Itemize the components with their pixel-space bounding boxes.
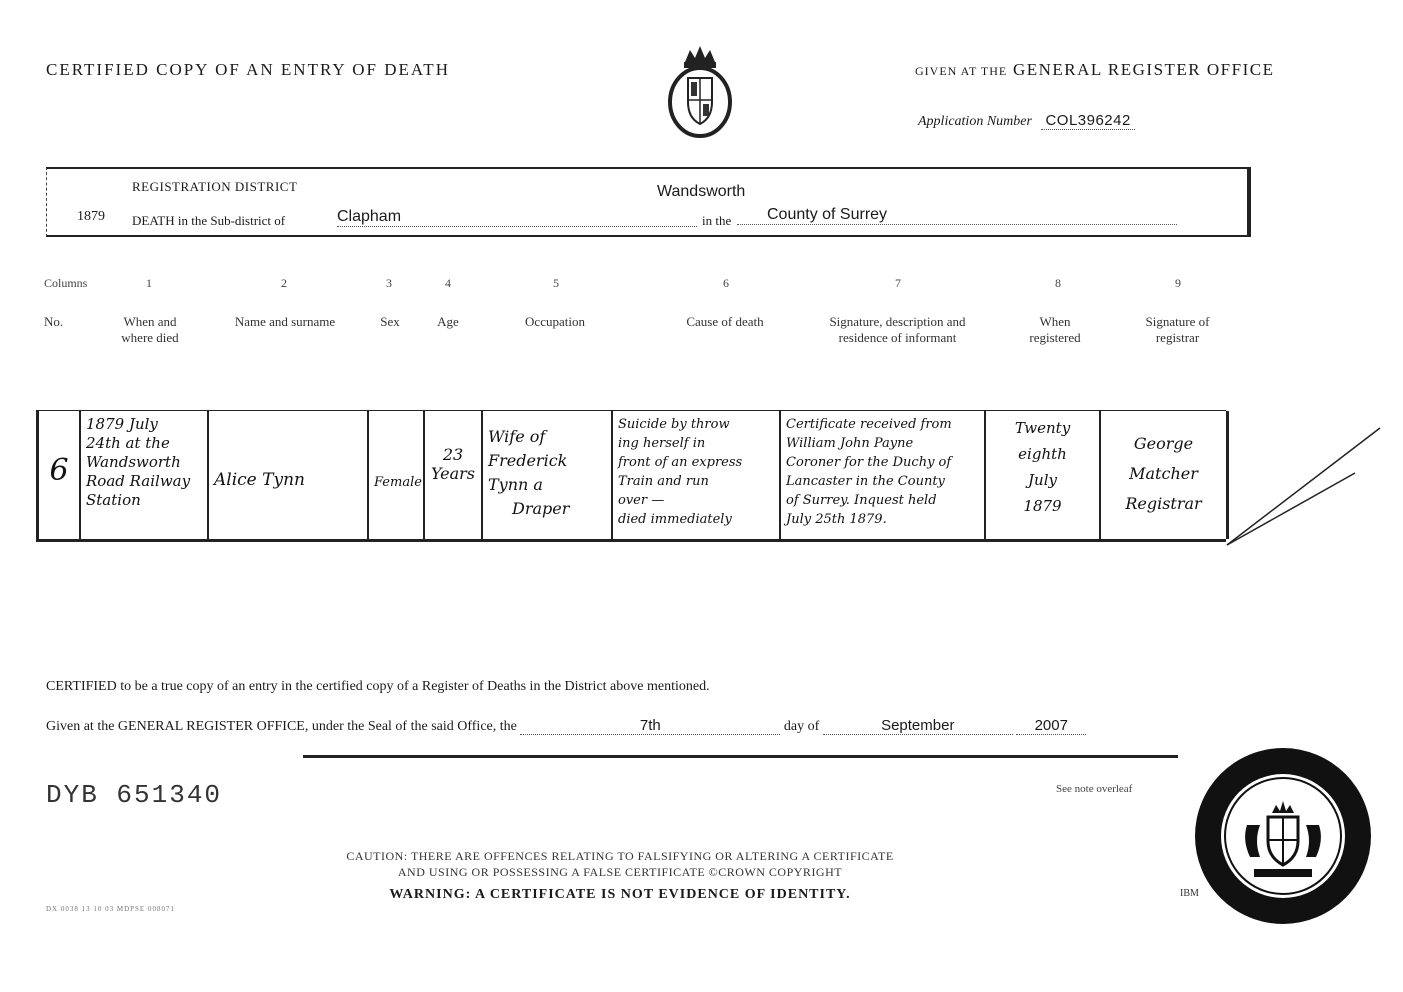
column-heading xyxy=(100,314,200,346)
subdistrict: Clapham xyxy=(337,208,697,227)
column-heading: Age xyxy=(437,314,459,329)
entry-line: Road Railway xyxy=(86,472,191,490)
column-heading: Cause of death xyxy=(686,314,764,329)
certificate-serial: DYB 651340 xyxy=(46,780,223,810)
entry-line: ing herself in xyxy=(618,436,706,451)
certification-statement: CERTIFIED to be a true copy of an entry in the certified copy of a Register of Deaths in the District above mentioned. xyxy=(46,679,710,694)
office-name: GENERAL REGISTER OFFICE xyxy=(1012,60,1275,79)
entry-line: 1879 xyxy=(1023,497,1062,515)
caution-notice xyxy=(250,848,990,880)
when-registered-cell xyxy=(986,411,1101,539)
entry-line: Certificate received from xyxy=(786,417,952,432)
registration-district: Wandsworth xyxy=(657,183,746,200)
entry-line: July xyxy=(1028,471,1057,489)
entry-line: Coroner for the Duchy of xyxy=(786,455,952,470)
occupation-cell xyxy=(483,411,613,539)
column-heading-line: When and xyxy=(123,314,177,329)
entry-line: 1879 July xyxy=(86,415,158,433)
entry-line: Wife of xyxy=(488,427,546,446)
entry-line: Tynn a xyxy=(488,475,543,494)
column-number: 4 xyxy=(445,276,451,290)
royal-crest-icon xyxy=(660,40,740,140)
name-cell: Alice Tynn xyxy=(209,411,369,539)
when-where-died-cell xyxy=(81,411,209,539)
column-number: 3 xyxy=(386,276,392,290)
entry-line: died immediately xyxy=(618,512,732,527)
column-heading-line: residence of informant xyxy=(838,330,957,345)
entry-line: over — xyxy=(618,493,665,508)
ibm-mark: IBM xyxy=(1180,888,1199,899)
entry-line: Wandsworth xyxy=(86,453,181,471)
column-heading-line: registered xyxy=(1029,330,1081,345)
entry-line: Matcher xyxy=(1129,464,1198,483)
entry-line: 24th at the xyxy=(86,434,170,452)
registration-district-label: REGISTRATION DISTRICT xyxy=(132,179,298,194)
column-heading xyxy=(810,314,985,346)
column-heading-line: registrar xyxy=(1155,330,1200,345)
registrar-signature-cell xyxy=(1101,411,1229,539)
given-year: 2007 xyxy=(1016,717,1086,735)
entry-line: Frederick xyxy=(488,451,568,470)
issuing-office xyxy=(915,60,1274,80)
columns-label: Columns xyxy=(44,276,88,290)
column-number: 5 xyxy=(553,276,559,290)
see-note-overleaf: See note overleaf xyxy=(1056,783,1133,795)
column-number: 9 xyxy=(1175,276,1181,290)
general-register-office-seal-icon xyxy=(1192,745,1374,927)
application-number-row xyxy=(918,112,1135,130)
given-at-text: Given at the GENERAL REGISTER OFFICE, under the Seal of the said Office, the xyxy=(46,719,517,734)
column-heading: Sex xyxy=(380,314,400,329)
entry-line: William John Payne xyxy=(786,436,914,451)
entry-line: Draper xyxy=(512,499,570,518)
given-month: September xyxy=(823,717,1013,735)
registration-year: 1879 xyxy=(77,209,105,224)
given-at-line xyxy=(46,717,1086,735)
column-heading-line: When xyxy=(1039,314,1071,329)
column-heading-no: No. xyxy=(44,314,64,329)
in-the-label: in the xyxy=(702,213,732,228)
column-heading: Name and surname xyxy=(234,314,336,329)
entry-line: front of an express xyxy=(618,455,743,470)
entry-line: Suicide by throw xyxy=(618,417,730,432)
sex-cell: Female xyxy=(369,411,425,539)
entry-line: of Surrey. Inquest held xyxy=(786,493,937,508)
column-heading-line: where died xyxy=(121,330,179,345)
county: County of Surrey xyxy=(737,206,1177,225)
column-number: 7 xyxy=(895,276,901,290)
entry-line: Years xyxy=(430,464,476,483)
cause-of-death-cell xyxy=(613,411,781,539)
entry-line: Train and run xyxy=(618,474,709,489)
informant-cell xyxy=(781,411,986,539)
caution-line: CAUTION: THERE ARE OFFENCES RELATING TO FALSIFYING OR ALTERING A CERTIFICATE xyxy=(346,849,894,863)
death-entry-row xyxy=(36,410,1226,542)
divider xyxy=(303,755,1178,758)
column-number: 6 xyxy=(723,276,729,290)
application-number-label: Application Number xyxy=(918,114,1032,129)
caution-line: AND USING OR POSSESSING A FALSE CERTIFICATE ©CROWN COPYRIGHT xyxy=(397,865,843,879)
column-heading: Occupation xyxy=(525,314,585,329)
entry-line: George xyxy=(1133,434,1194,453)
column-number: 2 xyxy=(281,276,287,290)
given-day: 7th xyxy=(520,717,780,735)
column-heading xyxy=(1015,314,1095,346)
column-heading xyxy=(1130,314,1225,346)
entry-line: Lancaster in the County xyxy=(786,474,945,489)
entry-line: 23 xyxy=(442,445,464,464)
registration-district-box xyxy=(46,167,1251,237)
certificate-title: CERTIFIED COPY OF AN ENTRY OF DEATH xyxy=(46,60,450,79)
day-of-label: day of xyxy=(783,719,820,734)
entry-line: Twenty xyxy=(1014,419,1071,437)
age-cell xyxy=(425,411,483,539)
cancellation-stroke xyxy=(1225,425,1385,550)
entry-line: Station xyxy=(86,491,141,509)
column-number: 1 xyxy=(146,276,152,290)
subdistrict-label: DEATH in the Sub-district of xyxy=(132,213,286,228)
entry-line: July 25th 1879. xyxy=(786,512,887,527)
column-heading-line: Signature of xyxy=(1145,314,1210,329)
entry-line: eighth xyxy=(1018,445,1067,463)
column-number: 8 xyxy=(1055,276,1061,290)
entry-number: 6 xyxy=(39,411,81,539)
identity-warning: WARNING: A CERTIFICATE IS NOT EVIDENCE OF IDENTITY. xyxy=(389,887,851,902)
given-at-label: GIVEN AT THE xyxy=(915,64,1008,78)
entry-line: Registrar xyxy=(1125,494,1202,513)
footer-code: DX 0038 13 10 03 MDPSE 008071 xyxy=(46,905,175,913)
application-number: COL396242 xyxy=(1041,112,1134,130)
column-heading-line: Signature, description and xyxy=(829,314,966,329)
